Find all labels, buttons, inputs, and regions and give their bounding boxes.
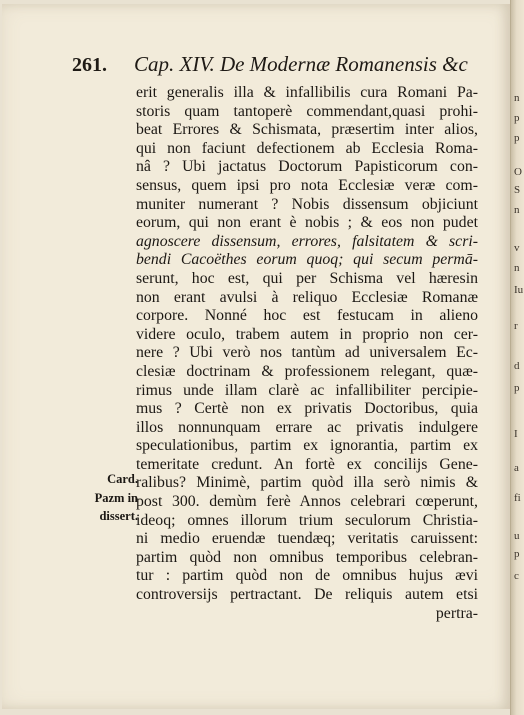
edge-char: p bbox=[514, 132, 520, 144]
margin-note-line: Pazm in bbox=[94, 490, 138, 505]
text-line: muniter numerant ? Nobis dissensum objiciunt bbox=[136, 195, 478, 213]
text-line: mus ? Certè non ex privatis Doctoribus, quia bbox=[136, 400, 478, 418]
edge-char: I bbox=[514, 428, 518, 440]
text-line: nere ? Ubi verò nos tantùm ad universalem Ec- bbox=[136, 344, 478, 362]
text-line: agnoscere dissensum, errores, falsitatem & scri- bbox=[136, 232, 478, 250]
text-line: speculationibus, partim ex ignorantia, partim ex bbox=[136, 437, 478, 455]
text-line: clesiæ doctrinam & professionem relegant, quæ- bbox=[136, 362, 478, 380]
edge-char: n bbox=[514, 204, 520, 216]
edge-char: fi bbox=[514, 492, 521, 504]
text-line: non erant avulsi à reliquo Ecclesiæ Romanæ bbox=[136, 288, 478, 306]
text-line: ni medio eruendæ tuendæq; veritatis caruissent: bbox=[136, 530, 478, 548]
margin-note bbox=[76, 470, 138, 526]
edge-char: O bbox=[514, 166, 522, 178]
text-line: partim quòd non omnibus temporibus celebran- bbox=[136, 548, 478, 566]
text-line: videre oculo, trabem autem in proprio non cer- bbox=[136, 325, 478, 343]
margin-note-line: Card. bbox=[107, 472, 138, 486]
text-line: sensus, quem ipsi pro nota Ecclesiæ veræ com- bbox=[136, 176, 478, 194]
text-line: post 300. demùm ferè Annos celebrari cœperunt, bbox=[136, 493, 478, 511]
text-line: temeritate credunt. An fortè ex concilijs Gene- bbox=[136, 455, 478, 473]
edge-char: a bbox=[514, 462, 519, 474]
text-line: beat Errores & Schismata, præsertim inter alios, bbox=[136, 121, 478, 139]
edge-char: n bbox=[514, 262, 520, 274]
text-line: illos nonnunquam errare ac privatis indulgere bbox=[136, 418, 478, 436]
text-line: corpore. Nonné hoc est festucam in alieno bbox=[136, 307, 478, 325]
text-line: eorum, qui non erant è nobis ; & eos non pudet bbox=[136, 214, 478, 232]
text-line: tur : partim quòd non de omnibus hujus ævi bbox=[136, 567, 478, 585]
edge-char: n bbox=[514, 92, 520, 104]
text-line: controversijs pertractant. De reliquis autem etsi bbox=[136, 586, 478, 604]
book-page bbox=[2, 4, 510, 709]
body-text bbox=[136, 84, 478, 623]
text-line: ideoq; omnes illorum trium seculorum Christia- bbox=[136, 511, 478, 529]
edge-char: r bbox=[514, 320, 518, 332]
edge-char: p bbox=[514, 112, 520, 124]
edge-char: S bbox=[514, 184, 521, 196]
text-line: erit generalis illa & infallibilis cura Romani Pa- bbox=[136, 84, 478, 101]
edge-char: p bbox=[514, 382, 520, 394]
edge-char: Iu bbox=[514, 284, 524, 296]
page-header bbox=[72, 48, 492, 76]
text-line: qui non faciunt defectionem ab Ecclesia Roma- bbox=[136, 139, 478, 157]
edge-char: c bbox=[514, 570, 519, 582]
edge-char: d bbox=[514, 360, 520, 372]
running-head: Cap. XIV. De Modernæ Romanensis &c bbox=[134, 52, 468, 76]
page-number: 261. bbox=[72, 54, 107, 76]
catchword: pertra- bbox=[435, 604, 478, 622]
edge-char: p bbox=[514, 548, 520, 560]
text-line: ralibus? Minimè, partim quòd illa serò nimis & bbox=[136, 474, 478, 492]
text-line: rimus unde illam clarè ac infallibiliter percipie- bbox=[136, 381, 478, 399]
text-line: serunt, hoc est, qui per Schisma vel hæresin bbox=[136, 269, 478, 287]
edge-char: u bbox=[514, 530, 520, 542]
text-line: bendi Cacoëthes eorum quoq; qui secum permā- bbox=[136, 251, 478, 269]
text-line: storis quam tantoperè commendant,quasi prohi- bbox=[136, 102, 478, 120]
margin-note-line: dissert. bbox=[99, 509, 138, 524]
edge-char: v bbox=[514, 242, 520, 254]
text-line: nâ ? Ubi jactatus Doctorum Papisticorum con- bbox=[136, 158, 478, 176]
next-page-edge bbox=[510, 0, 524, 715]
